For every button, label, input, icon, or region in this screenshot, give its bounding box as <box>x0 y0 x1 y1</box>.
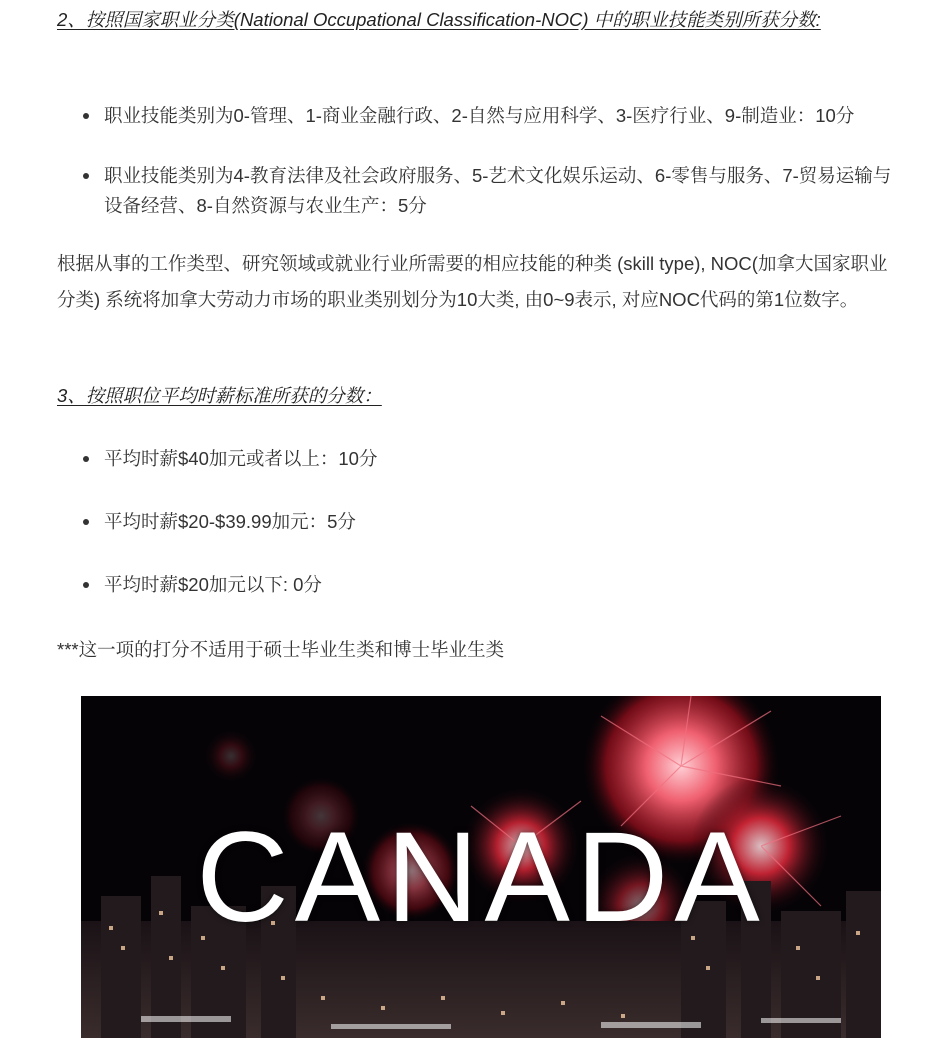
noc-explanation: 根据从事的工作类型、研究领域或就业行业所需要的相应技能的种类 (skill type), NOC(加拿大国家职业分类) 系统将加拿大劳动力市场的职业类别划分为10大类, 由0~9表示, 对应NOC代码的第1位数字。 <box>57 253 888 310</box>
canada-fireworks-image <box>81 696 881 1038</box>
list-item: 平均时薪$20加元以下: 0分 <box>57 570 905 600</box>
section-2-list <box>57 101 905 221</box>
canada-title: CANADA <box>196 806 766 949</box>
list-item: 职业技能类别为4-教育法律及社会政府服务、5-艺术文化娱乐运动、6-零售与服务、7-贸易运输与设备经营、8-自然资源与农业生产：5分 <box>57 161 905 221</box>
footnote: ***这一项的打分不适用于硕士毕业生类和博士毕业生类 <box>57 639 505 660</box>
list-item: 平均时薪$20-$39.99加元：5分 <box>57 507 905 537</box>
list-item: 职业技能类别为0-管理、1-商业金融行政、2-自然与应用科学、3-医疗行业、9-制造业：10分 <box>57 101 905 131</box>
list-item: 平均时薪$40加元或者以上：10分 <box>57 444 905 474</box>
section-3-heading: 3、按照职位平均时薪标准所获的分数： <box>57 385 382 406</box>
section-3-list <box>57 444 905 600</box>
section-2-heading: 2、按照国家职业分类(National Occupational Classification-NOC) 中的职业技能类别所获分数: <box>57 9 821 30</box>
